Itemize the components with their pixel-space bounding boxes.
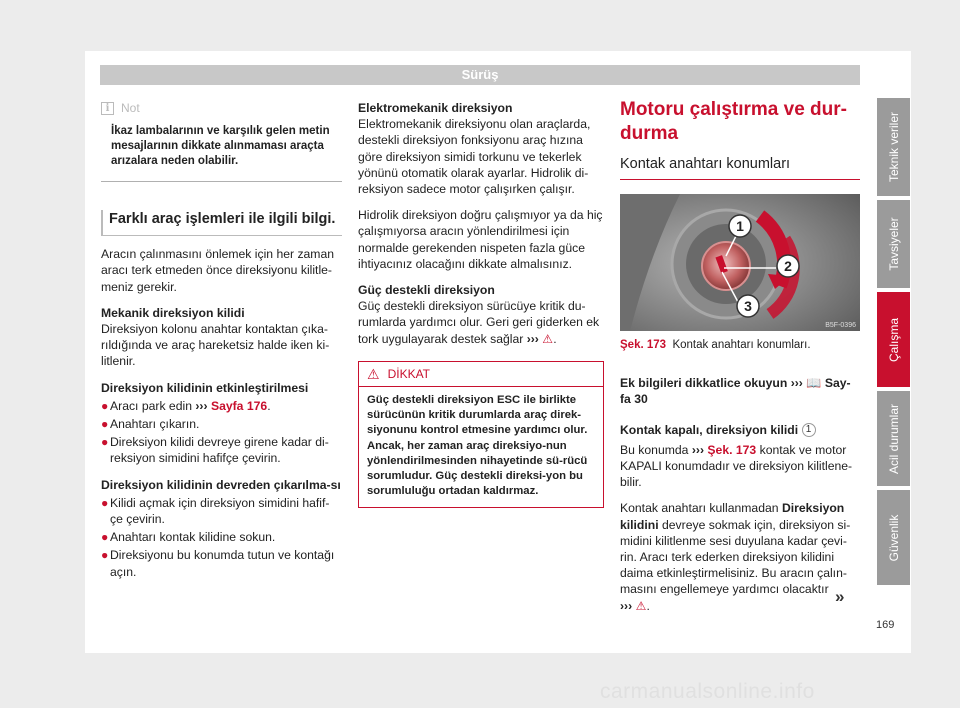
hyd-text: Hidrolik direksiyon doğru çalışmıyor ya da hiç çalışmıyorsa aracın yönlendirilmesi için normalde gerekenden nispeten fazla güce ihtiyacınız olacağını dikkate almalısınız.	[358, 208, 603, 271]
deactivate-title: Direksiyon kilidinin devreden çıkarılma-sı	[101, 477, 341, 492]
tab-calisma[interactable]: Çalışma	[877, 292, 910, 387]
note-label: Not	[121, 101, 140, 115]
bullet-icon: ●	[101, 435, 109, 450]
list-item: ● Direksiyon kilidi devreye girene kadar di-reksiyon simidini hafifçe çevirin.	[101, 435, 329, 466]
read-first: Ek bilgileri dikkatlice okuyun ››› 📖 Say-fa 30	[620, 376, 851, 407]
figure-label: 1	[736, 218, 744, 234]
column-3	[620, 98, 860, 614]
power-title: Güç destekli direksiyon	[358, 283, 495, 298]
watermark: carmanualsonline.info	[600, 680, 815, 703]
off-text: Bu konumda ››› Şek. 173 kontak ve motor KAPALI konumdadır ve direksiyon kilitlene-bilir.	[620, 442, 853, 490]
section-title: Farklı araç işlemleri ile ilgili bilgi.	[101, 210, 342, 236]
warning-icon: ⚠	[367, 365, 380, 382]
intro-text: Aracın çalınmasını önlemek için her zaman aracı terk etmeden önce direksiyonu kilitle-meniz gerekir.	[101, 247, 335, 294]
column-1	[101, 100, 342, 580]
warning-icon: ⚠	[542, 331, 554, 346]
subsection-title: Kontak anahtarı konumları	[620, 155, 860, 180]
bullet-icon: ●	[101, 417, 109, 432]
note-box	[101, 100, 342, 182]
book-icon: 📖	[806, 376, 822, 391]
ignition-illustration	[620, 194, 860, 331]
figure-caption: Şek. 173 Kontak anahtarı konumları.	[620, 339, 811, 351]
bullet-icon: ●	[101, 398, 109, 413]
warning-icon: ⚠	[635, 598, 647, 613]
mech-text: Direksiyon kolonu anahtar kontaktan çıka-rıldığında ve araç hareketsiz halde iken ki-litlenir.	[101, 322, 330, 369]
tab-teknik-veriler[interactable]: Teknik veriler	[877, 98, 910, 196]
remove-text: Kontak anahtarı kullanmadan Direksiyon kilidini devreye sokmak için, direksiyon si-midini kilitlenme sesi duyulana kadar çevi-rin. Aracı terk ederken direksiyon kilidini daima etkinleştirmelisiniz. Bu aracın çalın-masını engellemeye yardımcı olacaktır ››› ⚠.	[620, 501, 851, 613]
off-title: Kontak kapalı, direksiyon kilidi 1	[620, 422, 860, 438]
chapter-title: Motoru çalıştırma ve dur-durma	[620, 99, 847, 144]
page-number: 169	[876, 619, 895, 631]
tab-guvenlik[interactable]: Güvenlik	[877, 490, 910, 585]
position-number: 1	[802, 423, 816, 437]
ignition-figure	[620, 194, 860, 331]
tab-acil-durumlar[interactable]: Acil durumlar	[877, 391, 910, 486]
bullet-icon: ●	[101, 548, 109, 563]
warning-text: Güç destekli direksiyon ESC ile birlikte sürücünün kritik durumlarda araç direk-siyonunu kontrol etmesine yardımcı olur. Ancak, her zaman araç direksiyo-nun yönlendirilmesinden nihayetinde sü-rücü sorumludur. Güç destekli direksi-yon bu sorumluluğu ortadan kaldırmaz.	[367, 394, 588, 498]
tab-tavsiyeler[interactable]: Tavsiyeler	[877, 200, 910, 288]
list-item: ● Anahtarı çıkarın.	[101, 417, 200, 432]
mech-title: Mekanik direksiyon kilidi	[101, 305, 245, 320]
bullet-icon: ●	[101, 530, 109, 545]
warning-box	[358, 361, 604, 509]
activate-title: Direksiyon kilidinin etkinleştirilmesi	[101, 380, 309, 395]
list-item: ● Direksiyonu bu konumda tutun ve kontağı açın.	[101, 548, 335, 579]
list-item: ● Aracı park edin ››› Sayfa 176.	[101, 398, 271, 413]
figure-label: 3	[744, 298, 752, 314]
em-title: Elektromekanik direksiyon	[358, 101, 513, 115]
warning-label: DİKKAT	[387, 366, 431, 381]
figure-link[interactable]: Şek. 173	[707, 442, 757, 457]
continue-icon: »	[835, 587, 845, 606]
list-item: ● Anahtarı kontak kilidine sokun.	[101, 530, 276, 545]
list-item: ● Kilidi açmak için direksiyon simidini hafif-çe çevirin.	[101, 495, 330, 527]
figure-code: B5F-0396	[825, 322, 856, 329]
page-link[interactable]: Say-fa 30	[620, 376, 851, 407]
em-text: Elektromekanik direksiyonu olan araçlarda, destekli direksiyon fonksiyonu araç hızına göre direksiyon simidi torkunu ve tekerlek yönünü otomatik olarak ayarlar. Hidrolik di-reksiyon sadece motor çalışırken çalışır.	[358, 117, 591, 197]
note-text: İkaz lambalarının ve karşılık gelen metin mesajlarının dikkate alınmaması araçta arızalara neden olabilir.	[111, 125, 330, 168]
figure-label: 2	[784, 258, 792, 274]
power-text: Güç destekli direksiyon sürücüye kritik du-rumlarda yardımcı olur. Geri geri giderken ek tork uygulayarak destek sağlar ››› ⚠.	[358, 299, 600, 346]
page-header: Sürüş	[100, 65, 860, 85]
bullet-icon: ●	[101, 495, 109, 510]
side-tabs	[877, 98, 910, 589]
column-2	[358, 100, 604, 508]
page-link[interactable]: Sayfa 176	[210, 398, 268, 413]
info-icon: i	[101, 102, 114, 115]
